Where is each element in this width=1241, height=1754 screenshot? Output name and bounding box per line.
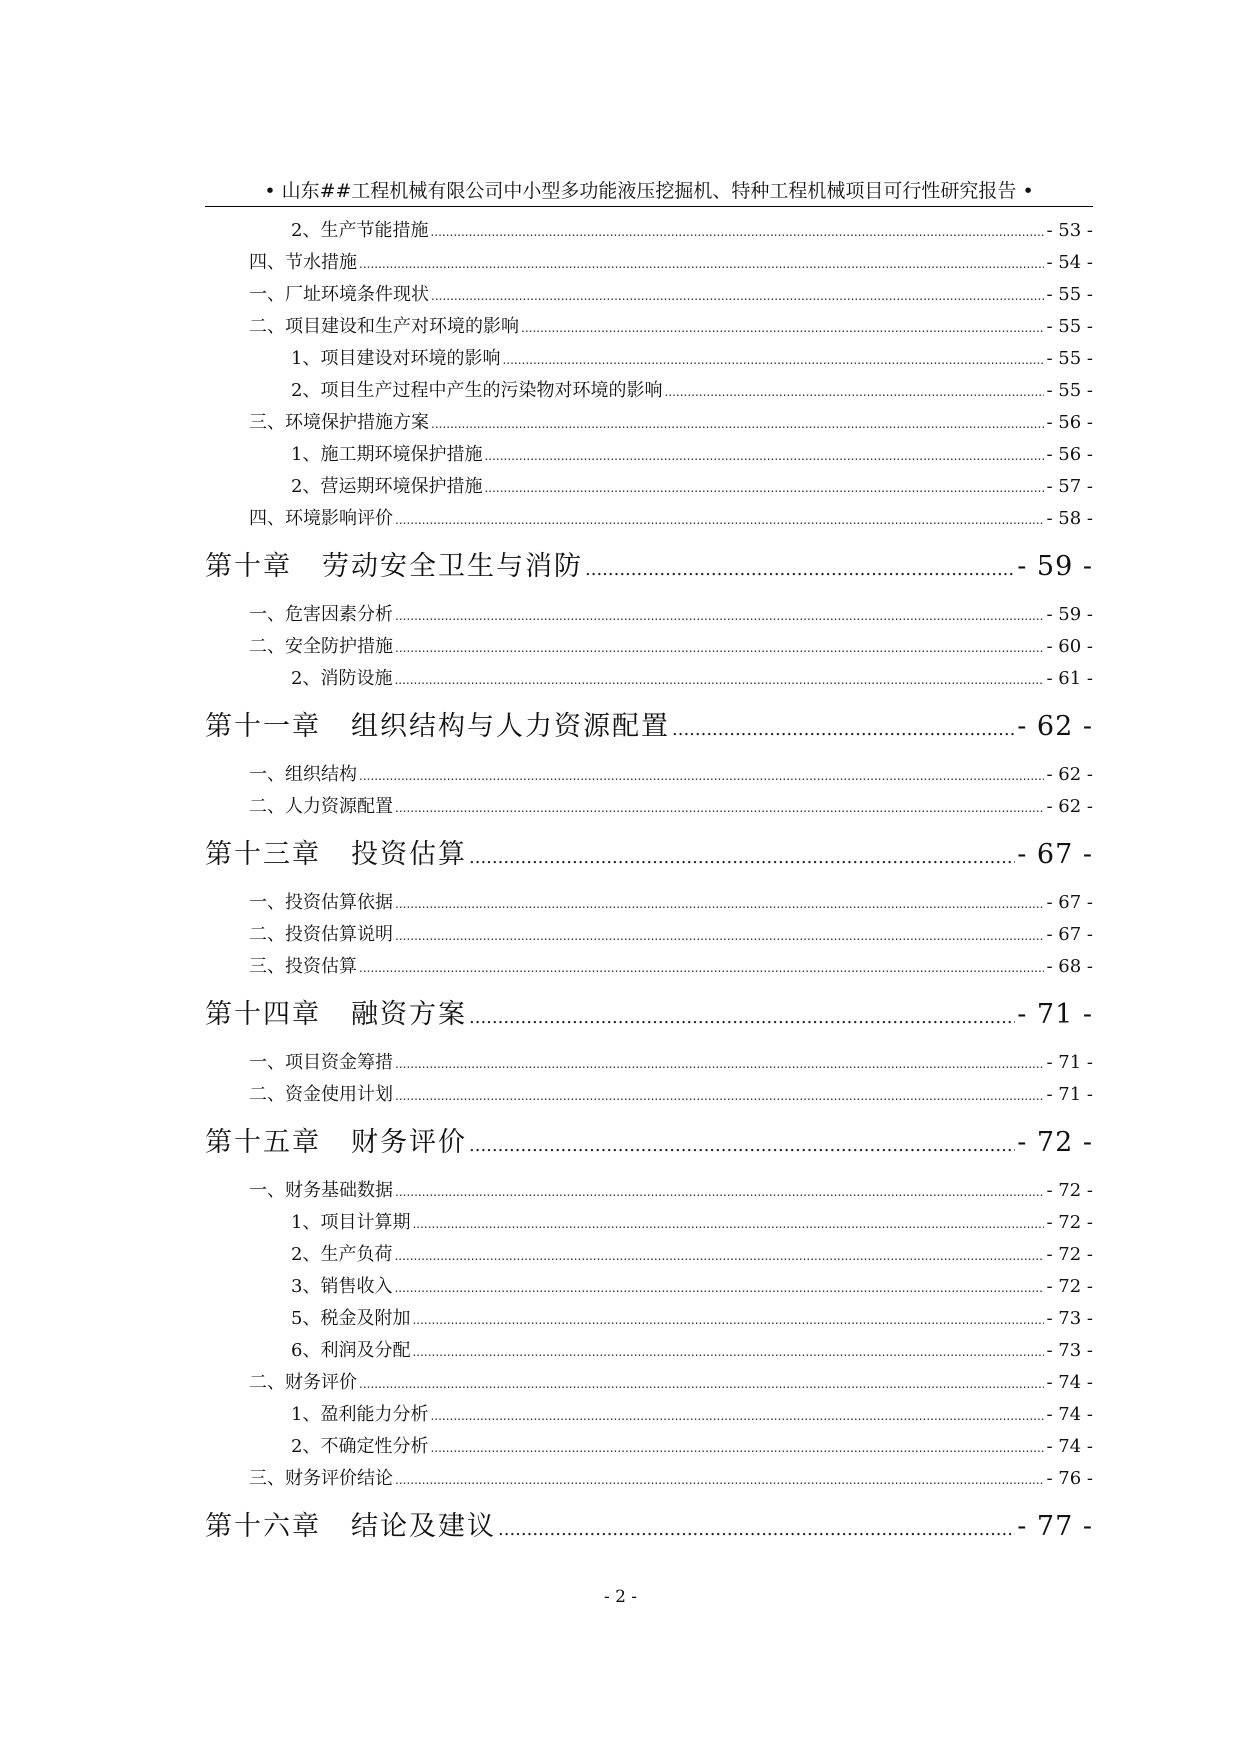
toc-page-number: - 54 -	[1046, 252, 1093, 273]
page-number: - 2 -	[603, 1587, 638, 1607]
toc-page-number: - 62 -	[1046, 764, 1093, 785]
toc-section-entry[interactable]	[205, 1463, 1093, 1495]
toc-entry-label: 一、危害因素分析	[249, 604, 393, 625]
toc-section-entry[interactable]	[205, 407, 1093, 439]
toc-page-number: - 55 -	[1046, 284, 1093, 305]
toc-page-number: - 67 -	[1046, 892, 1093, 913]
toc-entry-label: 1、施工期环境保护措施	[291, 444, 483, 465]
toc-page-number: - 55 -	[1046, 348, 1093, 369]
toc-section-entry[interactable]	[205, 1239, 1093, 1271]
toc-entry-label: 一、投资估算依据	[249, 892, 393, 913]
toc-page-number: - 74 -	[1046, 1404, 1093, 1425]
chapter-number: 第十一章	[205, 711, 321, 742]
toc-page-number: - 71 -	[1017, 999, 1093, 1030]
toc-section-entry[interactable]	[205, 279, 1093, 311]
toc-entry-label: 四、环境影响评价	[249, 508, 393, 529]
toc-entry-label: 2、项目生产过程中产生的污染物对环境的影响	[291, 380, 663, 401]
toc-page-number: - 59 -	[1017, 551, 1093, 582]
toc-page-number: - 57 -	[1046, 476, 1093, 497]
toc-entry-label	[205, 535, 583, 599]
toc-entry-label: 二、资金使用计划	[249, 1084, 393, 1105]
dot-leader	[484, 472, 1044, 504]
toc-entry-label: 一、财务基础数据	[249, 1180, 393, 1201]
dot-leader	[359, 248, 1044, 280]
dot-leader	[469, 826, 1015, 890]
toc-section-entry[interactable]	[205, 919, 1093, 951]
toc-section-entry[interactable]	[205, 1431, 1093, 1463]
toc-entry-label: 2、不确定性分析	[291, 1436, 429, 1457]
chapter-title: 融资方案	[351, 999, 467, 1030]
toc-entry-label: 2、消防设施	[291, 668, 393, 689]
chapter-number: 第十六章	[205, 1511, 321, 1542]
toc-page-number: - 53 -	[1046, 220, 1093, 241]
dot-leader	[412, 1336, 1044, 1368]
dot-leader	[395, 920, 1044, 952]
toc-chapter-entry[interactable]	[205, 823, 1093, 887]
toc-entry-label: 三、财务评价结论	[249, 1468, 393, 1489]
toc-page-number: - 72 -	[1046, 1212, 1093, 1233]
dot-leader	[395, 1048, 1044, 1080]
toc-chapter-entry[interactable]	[205, 1495, 1093, 1559]
toc-entry-label: 1、盈利能力分析	[291, 1404, 429, 1425]
dot-leader	[394, 664, 1044, 696]
toc-entry-label	[205, 695, 670, 759]
toc-section-entry[interactable]	[205, 1047, 1093, 1079]
dot-leader	[484, 440, 1044, 472]
toc-page-number: - 73 -	[1046, 1308, 1093, 1329]
toc-entry-label: 2、生产节能措施	[291, 220, 429, 241]
toc-page-number: - 72 -	[1017, 1127, 1093, 1158]
toc-page-number: - 74 -	[1046, 1372, 1093, 1393]
toc-page-number: - 72 -	[1046, 1244, 1093, 1265]
dot-leader	[430, 1432, 1044, 1464]
chapter-number: 第十三章	[205, 839, 321, 870]
toc-entry-label: 6、利润及分配	[291, 1340, 411, 1361]
dot-leader	[431, 408, 1044, 440]
toc-entry-label	[205, 983, 467, 1047]
toc-entry-label: 2、营运期环境保护措施	[291, 476, 483, 497]
toc-page-number: - 62 -	[1017, 711, 1093, 742]
dot-leader	[431, 280, 1044, 312]
toc-section-entry[interactable]	[205, 1303, 1093, 1335]
toc-page-number: - 67 -	[1017, 839, 1093, 870]
toc-page-number: - 68 -	[1046, 956, 1093, 977]
toc-entry-label: 5、税金及附加	[291, 1308, 411, 1329]
toc-entry-label: 一、厂址环境条件现状	[249, 284, 429, 305]
dot-leader	[394, 1272, 1044, 1304]
dot-leader	[395, 1176, 1044, 1208]
toc-chapter-entry[interactable]	[205, 695, 1093, 759]
chapter-number: 第十章	[205, 551, 292, 582]
dot-leader	[430, 216, 1044, 248]
toc-entry-label	[205, 823, 467, 887]
dot-leader	[395, 632, 1044, 664]
toc-entry-label: 三、投资估算	[249, 956, 357, 977]
toc-entry-label: 1、项目计算期	[291, 1212, 411, 1233]
toc-section-entry[interactable]	[205, 1079, 1093, 1111]
dot-leader	[672, 698, 1015, 762]
toc-section-entry[interactable]	[205, 375, 1093, 407]
toc-page-number: - 62 -	[1046, 796, 1093, 817]
toc-page-number: - 74 -	[1046, 1436, 1093, 1457]
toc-section-entry[interactable]	[205, 471, 1093, 503]
dot-leader	[502, 344, 1044, 376]
dot-leader	[395, 888, 1044, 920]
toc-page-number: - 77 -	[1017, 1511, 1093, 1542]
dot-leader	[395, 1080, 1044, 1112]
toc-entry-label	[205, 1495, 496, 1559]
dot-leader	[469, 1114, 1015, 1178]
toc-entry-label: 二、安全防护措施	[249, 636, 393, 657]
dot-leader	[430, 1400, 1044, 1432]
toc-entry-label: 一、组织结构	[249, 764, 357, 785]
toc-section-entry[interactable]	[205, 311, 1093, 343]
table-of-contents	[205, 215, 1093, 1559]
toc-page-number: - 76 -	[1046, 1468, 1093, 1489]
toc-entry-label: 二、人力资源配置	[249, 796, 393, 817]
toc-page-number: - 72 -	[1046, 1276, 1093, 1297]
toc-section-entry[interactable]	[205, 439, 1093, 471]
chapter-title: 劳动安全卫生与消防	[322, 551, 583, 582]
toc-section-entry[interactable]	[205, 343, 1093, 375]
chapter-title: 投资估算	[351, 839, 467, 870]
dot-leader	[412, 1208, 1044, 1240]
toc-entry-label: 二、投资估算说明	[249, 924, 393, 945]
toc-section-entry[interactable]	[205, 1271, 1093, 1303]
chapter-number: 第十四章	[205, 999, 321, 1030]
dot-leader	[395, 792, 1044, 824]
toc-entry-label: 二、财务评价	[249, 1372, 357, 1393]
toc-page-number: - 61 -	[1046, 668, 1093, 689]
toc-section-entry[interactable]	[205, 663, 1093, 695]
dot-leader	[469, 986, 1015, 1050]
toc-page-number: - 59 -	[1046, 604, 1093, 625]
dot-leader	[359, 952, 1044, 984]
toc-entry-label: 一、项目资金筹措	[249, 1052, 393, 1073]
toc-section-entry[interactable]	[205, 215, 1093, 247]
dot-leader	[585, 538, 1015, 602]
toc-section-entry[interactable]	[205, 1335, 1093, 1367]
dot-leader	[359, 1368, 1044, 1400]
toc-entry-label	[205, 1111, 467, 1175]
toc-page-number: - 56 -	[1046, 444, 1093, 465]
toc-page-number: - 56 -	[1046, 412, 1093, 433]
toc-page-number: - 72 -	[1046, 1180, 1093, 1201]
toc-section-entry[interactable]	[205, 1367, 1093, 1399]
toc-entry-label: 3、销售收入	[291, 1276, 393, 1297]
toc-page-number: - 55 -	[1046, 316, 1093, 337]
toc-section-entry[interactable]	[205, 503, 1093, 535]
toc-section-entry[interactable]	[205, 951, 1093, 983]
chapter-number: 第十五章	[205, 1127, 321, 1158]
toc-chapter-entry[interactable]	[205, 535, 1093, 599]
toc-section-entry[interactable]	[205, 1207, 1093, 1239]
toc-chapter-entry[interactable]	[205, 1111, 1093, 1175]
toc-page-number: - 73 -	[1046, 1340, 1093, 1361]
toc-entry-label: 二、项目建设和生产对环境的影响	[249, 316, 519, 337]
toc-entry-label: 2、生产负荷	[291, 1244, 393, 1265]
toc-entry-label: 1、项目建设对环境的影响	[291, 348, 501, 369]
dot-leader	[664, 376, 1044, 408]
chapter-title: 结论及建议	[351, 1511, 496, 1542]
dot-leader	[395, 504, 1044, 536]
dot-leader	[394, 1240, 1044, 1272]
toc-page-number: - 58 -	[1046, 508, 1093, 529]
chapter-title: 组织结构与人力资源配置	[351, 711, 670, 742]
toc-page-number: - 60 -	[1046, 636, 1093, 657]
toc-chapter-entry[interactable]	[205, 983, 1093, 1047]
toc-section-entry[interactable]	[205, 599, 1093, 631]
running-header: • 山东##工程机械有限公司中小型多功能液压挖掘机、特种工程机械项目可行性研究报告 •	[205, 176, 1093, 207]
dot-leader	[359, 760, 1044, 792]
toc-page-number: - 67 -	[1046, 924, 1093, 945]
dot-leader	[395, 600, 1044, 632]
chapter-title: 财务评价	[351, 1127, 467, 1158]
dot-leader	[412, 1304, 1044, 1336]
toc-section-entry[interactable]	[205, 631, 1093, 663]
toc-section-entry[interactable]	[205, 759, 1093, 791]
toc-section-entry[interactable]	[205, 247, 1093, 279]
dot-leader	[498, 1498, 1015, 1562]
toc-entry-label: 三、环境保护措施方案	[249, 412, 429, 433]
toc-section-entry[interactable]	[205, 1175, 1093, 1207]
toc-section-entry[interactable]	[205, 1399, 1093, 1431]
toc-section-entry[interactable]	[205, 791, 1093, 823]
dot-leader	[521, 312, 1044, 344]
toc-page-number: - 71 -	[1046, 1052, 1093, 1073]
toc-section-entry[interactable]	[205, 887, 1093, 919]
dot-leader	[395, 1464, 1044, 1496]
toc-entry-label: 四、节水措施	[249, 252, 357, 273]
toc-page-number: - 55 -	[1046, 380, 1093, 401]
toc-page-number: - 71 -	[1046, 1084, 1093, 1105]
